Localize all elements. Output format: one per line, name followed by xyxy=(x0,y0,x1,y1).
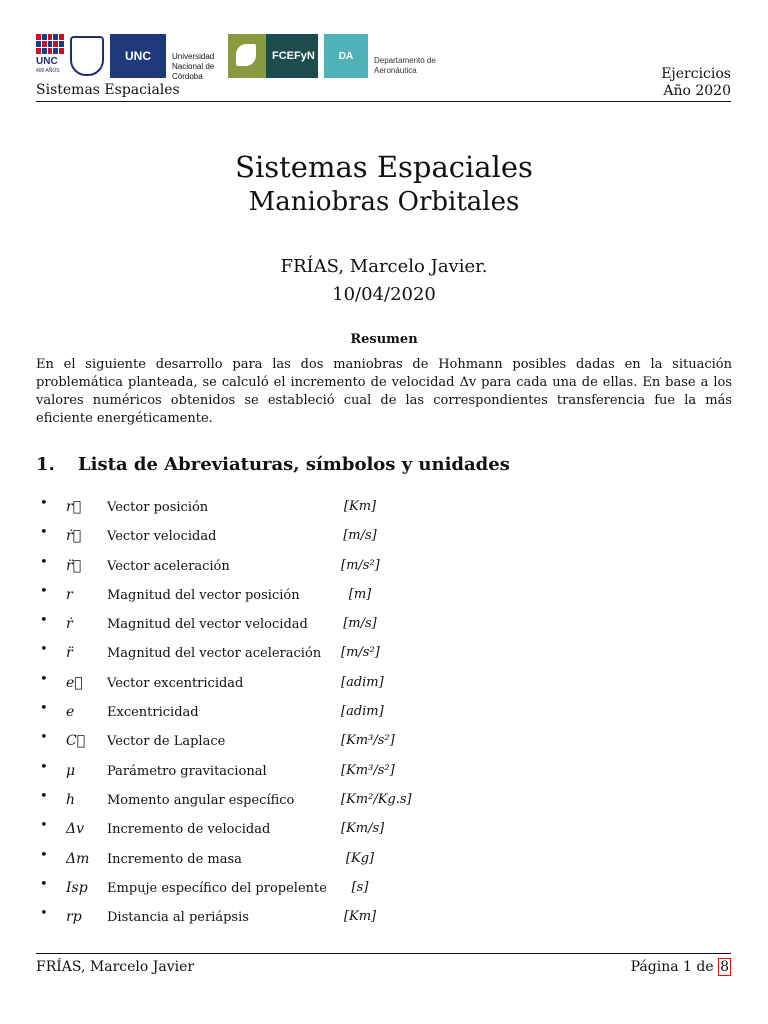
fcefyn-logo xyxy=(228,34,318,78)
symbol: C⃗ xyxy=(66,733,86,750)
symbol-unit: [Kg] xyxy=(345,850,375,866)
symbol-unit: [m/s] xyxy=(343,528,377,544)
bullet-icon: • xyxy=(40,788,48,804)
symbol-description: Magnitud del vector aceleración xyxy=(107,646,322,662)
unc-mark-subtext: 400 AÑOS xyxy=(36,68,60,74)
bullet-icon: • xyxy=(40,876,48,892)
bullet-icon: • xyxy=(40,642,48,658)
list-item xyxy=(36,844,436,873)
symbol: rp xyxy=(66,909,82,926)
bullet-icon: • xyxy=(40,554,48,570)
bullet-icon: • xyxy=(40,613,48,629)
symbol-unit: [Km/s] xyxy=(341,821,385,837)
abstract-text: En el siguiente desarrollo para las dos maniobras de Hohmann posibles dadas en la situación problemática planteada, se calculó el incremento de velocidad Δv para cada una de ellas. En base a los valores numéricos obtenidos se estableció cual de las correspondientes transferencia fue la más eficiente energéticamente. xyxy=(36,357,732,426)
list-item xyxy=(36,785,436,814)
author: FRÍAS, Marcelo Javier. xyxy=(280,256,488,277)
symbol-description: Vector velocidad xyxy=(107,529,217,545)
symbol-description: Vector aceleración xyxy=(107,558,230,574)
header-year: Año 2020 xyxy=(663,83,731,99)
running-header-right xyxy=(661,66,731,100)
institution-logos xyxy=(36,34,454,80)
symbol: r̈ xyxy=(66,645,73,662)
symbol-description: Vector posición xyxy=(107,500,209,515)
fcefyn-text: FCEFyN xyxy=(272,50,315,62)
symbol: e⃗ xyxy=(66,674,83,691)
unc-mark-text: UNC xyxy=(36,56,58,67)
university-seal-icon xyxy=(70,36,104,76)
symbol-description: Empuje específico del propelente xyxy=(107,880,327,896)
unc-logo-box: UNC xyxy=(110,34,166,78)
list-item xyxy=(36,873,436,902)
symbol-description: Momento angular específico xyxy=(107,792,295,808)
fcefyn-mark-icon xyxy=(228,34,266,78)
symbol: ṙ⃗ xyxy=(66,528,82,545)
bullet-icon: • xyxy=(40,847,48,863)
list-item xyxy=(36,638,436,667)
department-name: Departamento de Aeronáutica xyxy=(374,56,436,75)
symbol: Δv xyxy=(66,821,85,838)
symbol-unit: [Km³/s²] xyxy=(341,733,395,749)
symbol: e xyxy=(66,704,75,721)
list-item xyxy=(36,902,436,931)
symbol-description: Excentricidad xyxy=(107,705,199,721)
document-subtitle: Maniobras Orbitales xyxy=(248,187,520,217)
symbol-unit: [m] xyxy=(348,586,372,602)
symbol-description: Incremento de velocidad xyxy=(107,822,271,838)
total-pages-link[interactable]: 8 xyxy=(720,959,729,975)
symbol: Isp xyxy=(66,879,88,896)
header-rule xyxy=(36,101,731,102)
section-number: 1. xyxy=(36,454,55,475)
symbol: r xyxy=(66,586,73,603)
bullet-icon: • xyxy=(40,730,48,746)
bullet-icon: • xyxy=(40,818,48,834)
list-item xyxy=(36,521,436,550)
page-label: Página 1 de xyxy=(630,959,714,975)
symbol-unit: [adim] xyxy=(341,704,384,720)
list-item xyxy=(36,668,436,697)
symbol-unit: [s] xyxy=(351,879,369,895)
unc-400-logo xyxy=(36,34,64,78)
list-item xyxy=(36,697,436,726)
footer-rule xyxy=(36,953,731,954)
footer-author: FRÍAS, Marcelo Javier xyxy=(36,959,195,975)
symbol-unit: [Km³/s²] xyxy=(341,762,395,778)
symbol: r⃗ xyxy=(66,499,82,515)
symbol-unit: [Km²/Kg.s] xyxy=(341,791,412,807)
section-heading xyxy=(36,454,510,475)
symbol-description: Magnitud del vector posición xyxy=(107,587,300,603)
da-logo: DA xyxy=(324,34,368,78)
symbol-unit: [m/s] xyxy=(343,616,377,632)
abstract-heading: Resumen xyxy=(350,332,418,347)
symbol-unit: [adim] xyxy=(341,674,384,690)
list-item xyxy=(36,814,436,843)
list-item xyxy=(36,726,436,755)
symbol-description: Incremento de masa xyxy=(107,851,242,867)
symbol-description: Distancia al periápsis xyxy=(107,910,249,926)
bullet-icon: • xyxy=(40,671,48,687)
symbol-description: Parámetro gravitacional xyxy=(107,763,267,779)
section-title: Lista de Abreviaturas, símbolos y unidades xyxy=(78,454,510,475)
symbol-unit: [m/s²] xyxy=(341,557,380,573)
symbol: r̈⃗ xyxy=(66,557,82,574)
symbol-unit: [m/s²] xyxy=(341,645,380,661)
symbol-description: Vector excentricidad xyxy=(107,675,244,691)
symbol-unit: [Km] xyxy=(343,499,377,514)
university-name: Universidad Nacional de Córdoba xyxy=(172,52,215,81)
symbol-description: Vector de Laplace xyxy=(107,734,226,750)
document-title: Sistemas Espaciales xyxy=(235,150,533,184)
list-item xyxy=(36,492,436,521)
symbol: h xyxy=(66,791,76,808)
bullet-icon: • xyxy=(40,701,48,717)
bullet-icon: • xyxy=(40,583,48,599)
running-header-left: Sistemas Espaciales xyxy=(36,82,180,98)
list-item xyxy=(36,580,436,609)
list-item xyxy=(36,756,436,785)
bullet-icon: • xyxy=(40,906,48,922)
list-item xyxy=(36,551,436,580)
list-item xyxy=(36,609,436,638)
symbol: μ xyxy=(66,762,76,779)
symbol: ṙ xyxy=(66,616,73,633)
symbol-description: Magnitud del vector velocidad xyxy=(107,617,308,633)
footer-page-number xyxy=(631,959,731,975)
bullet-icon: • xyxy=(40,525,48,541)
bullet-icon: • xyxy=(40,759,48,775)
header-exercises: Ejercicios xyxy=(661,66,731,82)
symbol-list xyxy=(36,492,436,931)
symbol: Δm xyxy=(66,850,90,867)
date: 10/04/2020 xyxy=(332,284,436,305)
symbol-unit: [Km] xyxy=(343,909,377,925)
bullet-icon: • xyxy=(40,496,48,511)
